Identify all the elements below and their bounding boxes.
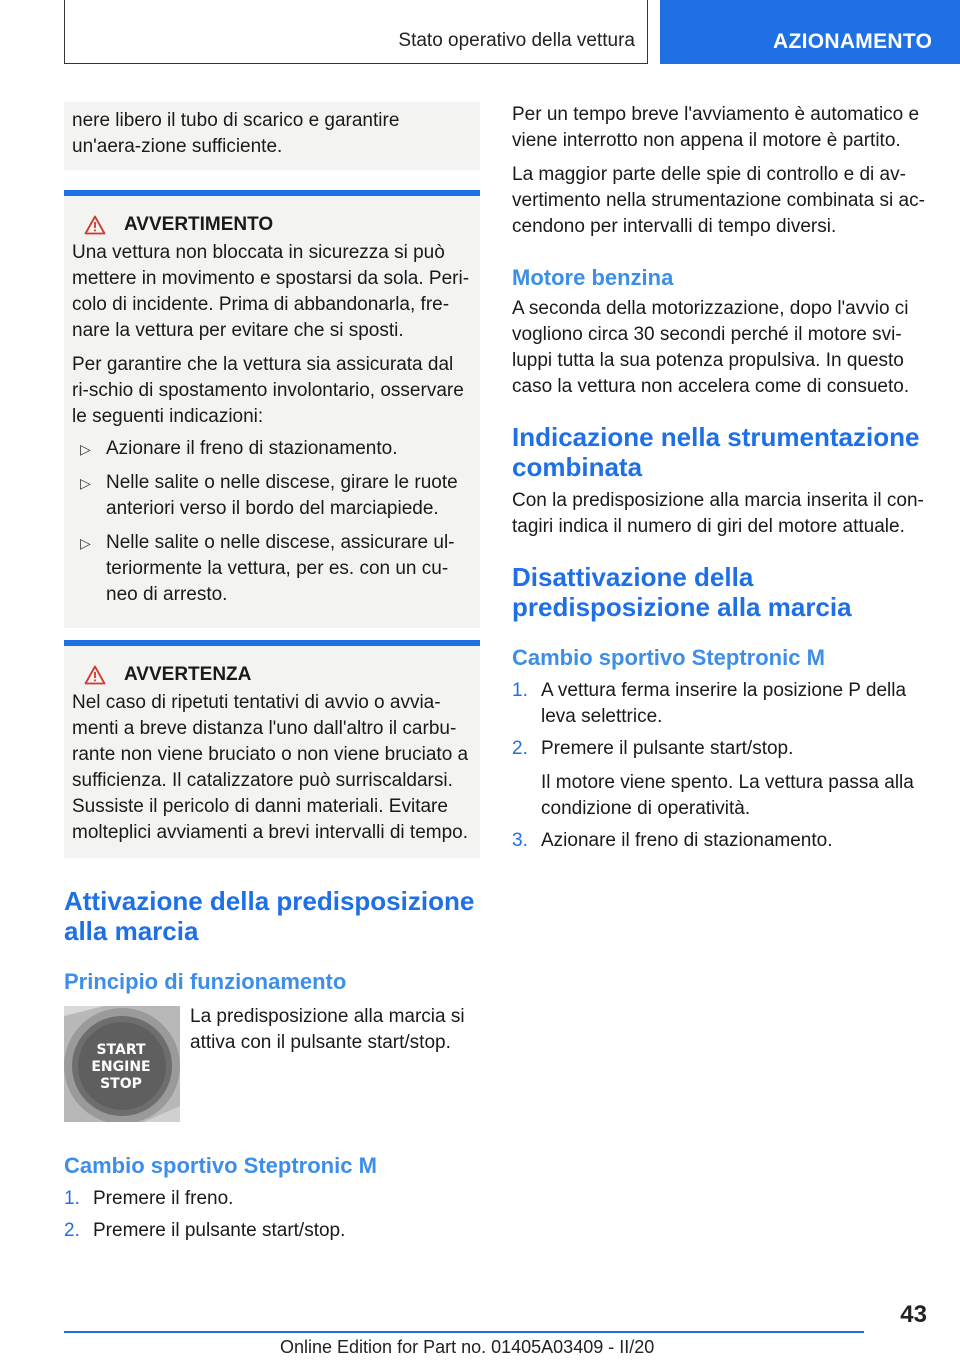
chapter-tab-label: AZIONAMENTO <box>773 30 933 53</box>
petrol-text: A seconda della motorizzazione, dopo l'avvio ci vogliono circa 30 secondi perché il motore svi-luppi tutta la sua potenza propulsiva. In questo caso la vettura non accelera come di consueto. <box>512 298 910 397</box>
subheading-petrol: Motore benzina <box>512 265 674 290</box>
warning-heading <box>72 214 472 236</box>
right-column <box>512 102 927 860</box>
warning-paragraph-2: Per garantire che la vettura sia assicurata dal ri-schio di spostamento involontario, osservare le seguenti indicazioni: <box>72 354 464 427</box>
chapter-tab[interactable] <box>660 0 960 64</box>
caution-paragraph: Nel caso di ripetuti tentativi di avvio o avvia-menti a breve distanza l'uno dall'altro il carbu-rante non viene bruciato o non viene bruciato a sufficienza. Il catalizzatore può surriscaldarsi. Sussiste il pericolo di danni materiali. Evitare molteplici avviamenti a brevi intervalli di tempo. <box>72 692 469 843</box>
button-label-start: START <box>96 1042 146 1058</box>
step-number: 1. <box>512 680 528 701</box>
page-number: 43 <box>900 1301 927 1328</box>
step-text: Premere il pulsante start/stop. <box>93 1220 346 1241</box>
footer-divider <box>64 1331 864 1333</box>
triangle-bullet-icon: ▷ <box>80 535 91 551</box>
list-item <box>72 470 472 522</box>
step-item <box>512 828 927 854</box>
button-label-engine: ENGINE <box>91 1059 151 1075</box>
step-item <box>512 736 927 822</box>
start-stop-button-image <box>64 1006 180 1122</box>
heading-indication: Indicazione nella strumentazione combinata <box>512 422 920 482</box>
intro-text: nere libero il tubo di scarico e garantire un'aera-zione sufficiente. <box>72 110 400 157</box>
principle-text: La predisposizione alla marcia si attiva con il pulsante start/stop. <box>190 1006 465 1053</box>
activation-steps <box>64 1186 480 1244</box>
step-number: 3. <box>512 830 528 851</box>
footer-edition: Online Edition for Part no. 01405A03409 - II/20 <box>280 1337 655 1357</box>
subheading-principle: Principio di funzionamento <box>64 969 347 994</box>
header-section-title: Stato operativo della vettura <box>398 30 635 51</box>
list-item <box>72 530 472 608</box>
step-text: A vettura ferma inserire la posizione P della leva selettrice. <box>541 680 907 727</box>
step-item <box>64 1218 480 1244</box>
step-text: Premere il freno. <box>93 1188 234 1209</box>
start-stop-button-icon <box>64 1006 180 1122</box>
triangle-bullet-icon: ▷ <box>80 475 91 491</box>
step-item <box>64 1186 480 1212</box>
indication-text: Con la predisposizione alla marcia inserita il con-tagiri indica il numero di giri del motore attuale. <box>512 490 924 537</box>
subheading-steptronic-left: Cambio sportivo Steptronic M <box>64 1153 377 1178</box>
caution-title: AVVERTENZA <box>124 664 252 685</box>
warning-triangle-icon <box>84 665 106 685</box>
heading-deactivation: Disattivazione della predisposizione alla marcia <box>512 562 852 622</box>
warning-box <box>64 190 480 628</box>
caution-box <box>64 640 480 858</box>
warning-paragraph-1: Una vettura non bloccata in sicurezza si può mettere in movimento e spostarsi da sola. Peri-colo di incidente. Prima di abbandonarla, fre-nare la vettura per evitare che si sposti. <box>72 242 470 341</box>
warning-title: AVVERTIMENTO <box>124 214 274 235</box>
principle-row <box>64 1006 480 1122</box>
step-item <box>512 678 927 730</box>
warning-list <box>72 436 472 608</box>
step-number: 1. <box>64 1188 80 1209</box>
header-box <box>64 0 648 64</box>
deactivation-steps <box>512 678 927 854</box>
heading-activation: Attivazione della predisposizione alla marcia <box>64 886 475 946</box>
subheading-steptronic-right: Cambio sportivo Steptronic M <box>512 645 825 670</box>
list-item-text: Nelle salite o nelle discese, girare le ruote anteriori verso il bordo del marciapiede. <box>106 472 458 519</box>
list-item <box>72 436 472 462</box>
step-subtext: Il motore viene spento. La vettura passa alla condizione di operatività. <box>541 772 914 819</box>
step-text: Premere il pulsante start/stop. <box>541 738 794 759</box>
warning-triangle-icon <box>84 215 106 235</box>
step-number: 2. <box>512 738 528 759</box>
right-paragraph-1: Per un tempo breve l'avviamento è automatico e viene interrotto non appena il motore è partito. <box>512 104 920 151</box>
step-number: 2. <box>64 1220 80 1241</box>
triangle-bullet-icon: ▷ <box>80 441 91 457</box>
left-column <box>64 102 480 1250</box>
caution-heading <box>72 664 472 686</box>
list-item-text: Nelle salite o nelle discese, assicurare ul-teriormente la vettura, per es. con un cu-neo di arresto. <box>106 532 455 605</box>
list-item-text: Azionare il freno di stazionamento. <box>106 438 398 459</box>
step-text: Azionare il freno di stazionamento. <box>541 830 833 851</box>
button-label-stop: STOP <box>100 1076 142 1092</box>
intro-box <box>64 102 480 170</box>
right-paragraph-2: La maggior parte delle spie di controllo e di av-vertimento nella strumentazione combinata si ac-cendono per intervalli di tempo diversi. <box>512 164 925 237</box>
